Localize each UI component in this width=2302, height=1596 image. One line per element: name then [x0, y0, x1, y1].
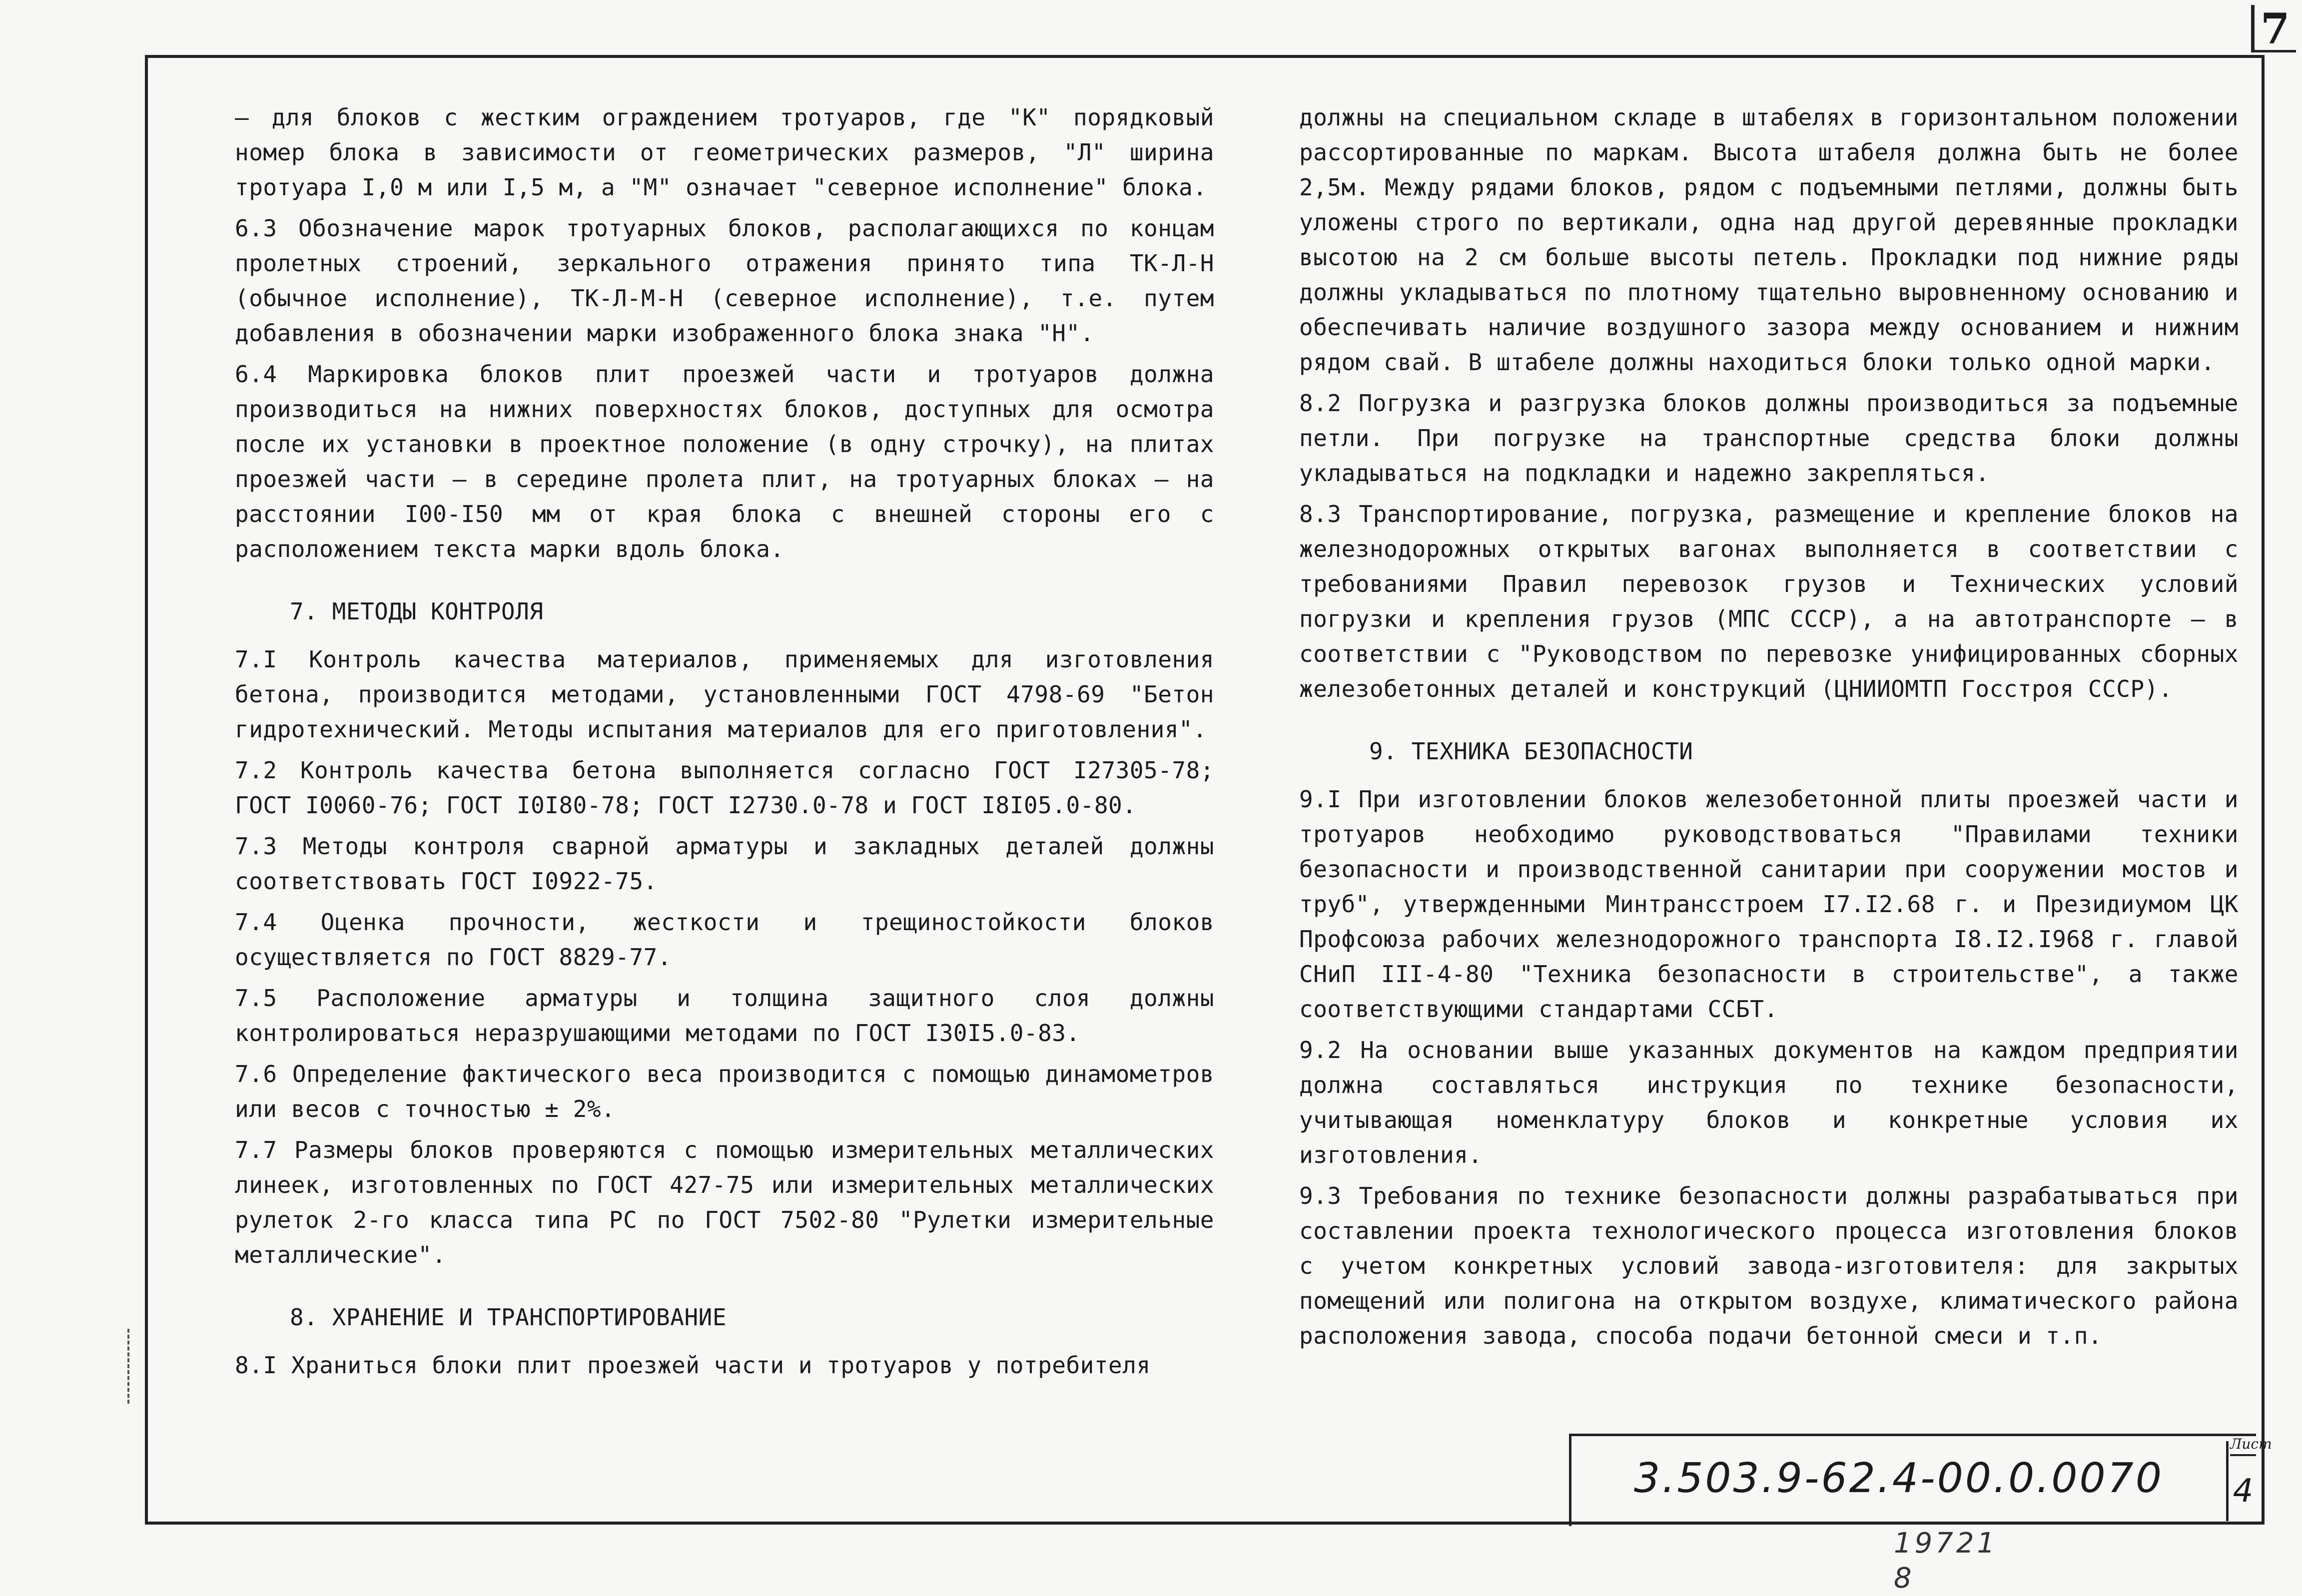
heading-section-9: 9. ТЕХНИКА БЕЗОПАСНОСТИ: [1369, 738, 1693, 765]
paragraph-7-3: 7.3 Методы контроля сварной арматуры и закладных деталей должны соответствовать ГОСТ I0922-75.: [235, 833, 1214, 895]
paragraph-8-1: 8.I Храниться блоки плит проезжей части и тротуаров у потребителя: [235, 1352, 1151, 1379]
paragraph-6-3: 6.3 Обозначение марок тротуарных блоков, располагающихся по концам пролетных строений, зеркального отражения принято типа ТК-Л-Н (обычное исполнение), ТК-Л-М-Н (северное исполнение), т.е. путем добавления в обозначении марки изображенного блока знака "Н".: [235, 215, 1214, 347]
left-column: [235, 100, 1214, 1389]
paragraph-7-5: 7.5 Расположение арматуры и толщина защитного слоя должны контролироваться неразрушающими методами по ГОСТ I30I5.0-83.: [235, 985, 1214, 1047]
paragraph-7-7: 7.7 Размеры блоков проверяются с помощью измерительных металлических линеек, изготовленных по ГОСТ 427-75 или измерительных металлических рулеток 2-го класса типа РС по ГОСТ 7502-80 "Рулетки измерительные металлические".: [235, 1136, 1214, 1268]
heading-section-7: 7. МЕТОДЫ КОНТРОЛЯ: [290, 598, 544, 625]
paragraph-7-1: 7.I Контроль качества материалов, применяемых для изготовления бетона, производится методами, установленными ГОСТ 4798-69 "Бетон гидротехнический. Методы испытания материалов для его приготовления".: [235, 646, 1214, 743]
paragraph-6-4: 6.4 Маркировка блоков плит проезжей части и тротуаров должна производиться на нижних поверхностях блоков, доступных для осмотра после их установки в проектное положение (в одну строчку), на плитах проезжей части – в середине пролета плит, на тротуарных блоках – на расстоянии I00-I50 мм от края блока с внешней стороны его с расположением текста марки вдоль блока.: [235, 361, 1214, 562]
right-column: [1299, 100, 2239, 1359]
paragraph-9-2: 9.2 На основании выше указанных документов на каждом предприятии должна составляться инструкция по технике безопасности, учитывающая номенклатуру блоков и конкретные условия их изготовления.: [1299, 1037, 2239, 1168]
title-block: [1569, 1434, 2272, 1526]
inventory-number: 19721 8: [1894, 1527, 1998, 1595]
paragraph-8-1-cont: должны на специальном складе в штабелях в горизонтальном положении рассортированные по маркам. Высота штабеля должна быть не более 2,5м. Между рядами блоков, рядом с подъемными петлями, должны быть уложены строго по вертикали, одна над другой деревянные прокладки высотою на 2 см больше высоты петель. Прокладки под нижние ряды должны укладываться по плотному тщательно выровненному основанию и обеспечивать наличие воздушного зазора между основанием и нижним рядом свай. В штабеле должны находиться блоки только одной марки.: [1299, 104, 2239, 376]
paragraph-8-2: 8.2 Погрузка и разгрузка блоков должны производиться за подъемные петли. При погрузке на транспортные средства блоки должны укладываться на подкладки и надежно закрепляться.: [1299, 390, 2239, 487]
paragraph-7-4: 7.4 Оценка прочности, жесткости и трещиностойкости блоков осуществляется по ГОСТ 8829-77.: [235, 909, 1214, 971]
document-code: 3.503.9-62.4-00.0.0070: [1571, 1441, 2229, 1521]
paragraph-6-2-cont: – для блоков с жестким ограждением тротуаров, где "К" порядковый номер блока в зависимости от геометрических размеров, "Л" ширина тротуара I,0 м или I,5 м, а "М" означает "северное исполнение" блока.: [235, 104, 1214, 201]
binding-margin-mark: [127, 1329, 136, 1404]
paragraph-8-3: 8.3 Транспортирование, погрузка, размещение и крепление блоков на железнодорожных открытых вагонах выполняется в соответствии с требованиями Правил перевозок грузов и Технических условий погрузки и крепления грузов (МПС СССР), а на автотранспорте – в соответствии с "Руководством по перевозке унифицированных сборных железобетонных деталей и конструкций (ЦНИИОМТП Госстроя СССР).: [1299, 501, 2239, 702]
paragraph-9-1: 9.I При изготовлении блоков железобетонной плиты проезжей части и тротуаров необходимо руководствоваться "Правилами техники безопасности и производственной санитарии при сооружении мостов и труб", утвержденными Минтрансстроем I7.I2.68 г. и Президиумом ЦК Профсоюза рабочих железнодорожного транспорта I8.I2.I968 г. главой СНиП III-4-80 "Техника безопасности в строительстве", а также соответствующими стандартами ССБТ.: [1299, 786, 2239, 1023]
sheet-number: 4: [2233, 1473, 2254, 1510]
sheet-label: Лист: [2230, 1434, 2256, 1456]
paragraph-7-6: 7.6 Определение фактического веса производится с помощью динамометров или весов с точностью ± 2%.: [235, 1061, 1214, 1122]
paragraph-7-2: 7.2 Контроль качества бетона выполняется согласно ГОСТ I27305-78; ГОСТ I0060-76; ГОСТ I0I80-78; ГОСТ I2730.0-78 и ГОСТ I8I05.0-80.: [235, 757, 1214, 819]
paragraph-9-3: 9.3 Требования по технике безопасности должны разрабатываться при составлении проекта технологического процесса изготовления блоков с учетом конкретных условий завода-изготовителя: для закрытых помещений или полигона на открытом воздухе, климатического района расположения завода, способа подачи бетонной смеси и т.п.: [1299, 1182, 2239, 1349]
corner-page-number: 7: [2251, 5, 2296, 52]
heading-section-8: 8. ХРАНЕНИЕ И ТРАНСПОРТИРОВАНИЕ: [290, 1304, 727, 1331]
